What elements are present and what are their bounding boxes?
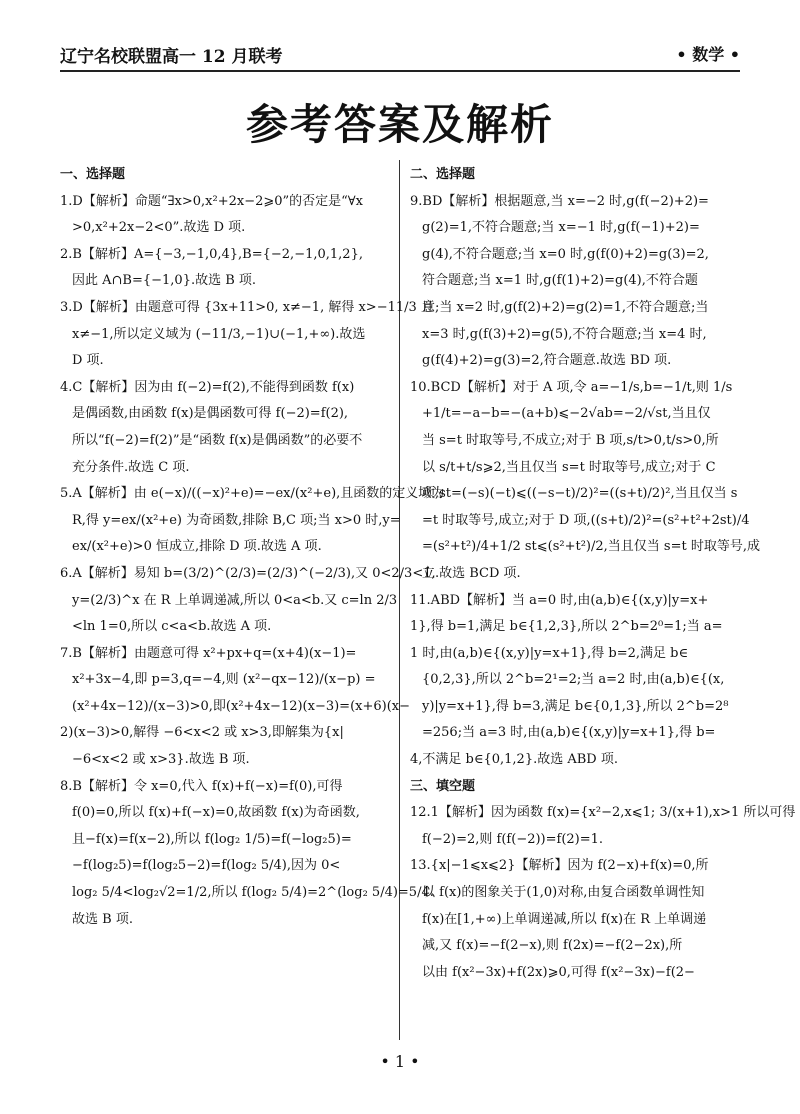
answer-line: 符合题意;当 x=1 时,g(f(1)+2)=g(4),不符合题 <box>422 273 698 289</box>
answer-line: g(f(4)+2)=g(3)=2,符合题意.故选 BD 项. <box>422 353 672 369</box>
answer-line: −6<x<2 或 x>3}.故选 B 项. <box>72 752 250 768</box>
answer-line: 9.BD【解析】根据题意,当 x=−2 时,g(f(−2)+2)= <box>410 193 709 209</box>
page-title: 参考答案及解析 <box>245 100 554 149</box>
answer-line: ex/(x²+e)>0 恒成立,排除 D 项.故选 A 项. <box>72 539 322 555</box>
answer-line: 8.B【解析】令 x=0,代入 f(x)+f(−x)=f(0),可得 <box>60 778 343 794</box>
answer-line: 10.BCD【解析】对于 A 项,令 a=−1/s,b=−1/t,则 1/s <box>410 379 733 395</box>
answer-line: 当 s=t 时取等号,不成立;对于 B 项,s/t>0,t/s>0,所 <box>422 432 719 448</box>
answer-line: (x²+4x−12)/(x−3)>0,即(x²+4x−12)(x−3)=(x+6)(x− <box>72 698 411 714</box>
answer-line: g(4),不符合题意;当 x=0 时,g(f(0)+2)=g(3)=2, <box>422 246 709 262</box>
answer-line: x=3 时,g(f(3)+2)=g(5),不符合题意;当 x=4 时, <box>422 326 707 342</box>
section-title-multi-choice: 二、选择题 <box>410 167 476 182</box>
answer-line: 因此 A∩B={−1,0}.故选 B 项. <box>72 273 257 289</box>
answer-line: x²+3x−4,即 p=3,q=−4,则 (x²−qx−12)/(x−p) = <box>72 672 376 688</box>
answer-line: 且−f(x)=f(x−2),所以 f(log₂ 1/5)=f(−log₂5)= <box>72 831 352 847</box>
answer-line: 6.A【解析】易知 b=(3/2)^(2/3)=(2/3)^(−2/3),又 0<2/3<1, <box>60 565 436 581</box>
answer-line: {0,2,3},所以 2^b=2¹=2;当 a=2 时,由(a,b)∈{(x, <box>422 672 725 688</box>
answer-line: y)|y=x+1},得 b=3,满足 b∈{0,1,3},所以 2^b=2⁸ <box>422 698 729 714</box>
answer-line: 故选 B 项. <box>72 911 133 927</box>
answer-line: 是偶函数,由函数 f(x)是偶函数可得 f(−2)=f(2), <box>72 406 349 422</box>
answer-line: D 项. <box>72 353 104 369</box>
answer-line: 1.D【解析】命题“∃x>0,x²+2x−2⩾0”的否定是“∀x <box>60 193 363 209</box>
answer-line: log₂ 5/4<log₂√2=1/2,所以 f(log₂ 5/4)=2^(log₂ 5/4)=5/4. <box>72 885 434 901</box>
answer-line: 7.B【解析】由题意可得 x²+px+q=(x+4)(x−1)= <box>60 645 357 661</box>
answer-line: 3.D【解析】由题意可得 {3x+11>0, x≠−1, 解得 x>−11/3 且 <box>60 299 434 315</box>
answer-line: R,得 y=ex/(x²+e) 为奇函数,排除 B,C 项;当 x>0 时,y= <box>72 512 401 528</box>
answer-line: =256;当 a=3 时,由(a,b)∈{(x,y)|y=x+1},得 b= <box>422 725 716 741</box>
answer-line: 意;当 x=2 时,g(f(2)+2)=g(2)=1,不符合题意;当 <box>422 299 709 315</box>
answer-line: y=(2/3)^x 在 R 上单调递减,所以 0<a<b.又 c=ln 2/3 <box>72 592 398 608</box>
answer-line: 所以“f(−2)=f(2)”是“函数 f(x)是偶函数”的必要不 <box>72 432 363 448</box>
answer-line: f(−2)=2,则 f(f(−2))=f(2)=1. <box>422 831 604 847</box>
answer-line: =t 时取等号,成立;对于 D 项,((s+t)/2)²=(s²+t²+2st)/4 <box>422 512 750 528</box>
answer-line: 减,又 f(x)=−f(2−x),则 f(2x)=−f(2−2x),所 <box>422 938 683 954</box>
answer-line: +1/t=−a−b=−(a+b)⩽−2√ab=−2/√st,当且仅 <box>422 406 711 422</box>
page-header <box>60 30 740 72</box>
answer-line: >0,x²+2x−2<0”.故选 D 项. <box>72 220 246 236</box>
section-title-fill-blank: 三、填空题 <box>410 778 476 794</box>
answer-line: 项,st=(−s)(−t)⩽((−s−t)/2)²=((s+t)/2)²,当且仅当 s <box>422 486 738 502</box>
right-column <box>410 162 796 986</box>
answer-line: 4,不满足 b∈{0,1,2}.故选 ABD 项. <box>410 752 618 768</box>
answer-line: 以由 f(x²−3x)+f(2x)⩾0,可得 f(x²−3x)−f(2− <box>422 964 695 980</box>
right-answers-multi <box>410 189 760 774</box>
answer-line: x≠−1,所以定义域为 (−11/3,−1)∪(−1,+∞).故选 <box>72 326 366 342</box>
answer-line: 充分条件.故选 C 项. <box>72 459 190 475</box>
answer-line: =(s²+t²)/4+1/2 st⩽(s²+t²)/2,当且仅当 s=t 时取等号,成 <box>422 539 760 555</box>
answer-line: g(2)=1,不符合题意;当 x=−1 时,g(f(−1)+2)= <box>422 220 700 236</box>
answer-line: 12.1【解析】因为函数 f(x)={x²−2,x⩽1; 3/(x+1),x>1 所以可得 <box>410 805 796 821</box>
column-divider <box>399 160 400 1040</box>
answer-line: 1},得 b=1,满足 b∈{1,2,3},所以 2^b=2⁰=1;当 a= <box>410 619 723 635</box>
answer-line: 1 时,由(a,b)∈{(x,y)|y=x+1},得 b=2,满足 b∈ <box>410 645 689 661</box>
answer-line: 2)(x−3)>0,解得 −6<x<2 或 x>3,即解集为{x| <box>60 725 344 741</box>
answer-line: 2.B【解析】A={−3,−1,0,4},B={−2,−1,0,1,2}, <box>60 246 363 262</box>
answer-line: 以 f(x)的图象关于(1,0)对称,由复合函数单调性知 <box>422 885 705 901</box>
right-answers-fill <box>410 800 796 986</box>
section-title-choice: 一、选择题 <box>60 167 126 182</box>
answer-line: f(x)在[1,+∞)上单调递减,所以 f(x)在 R 上单调递 <box>422 911 707 927</box>
exam-title: 辽宁名校联盟高一 12 月联考 <box>60 47 283 67</box>
answer-line: <ln 1=0,所以 c<a<b.故选 A 项. <box>72 619 272 635</box>
subject-label: • 数学 • <box>676 45 740 64</box>
answer-line: f(0)=0,所以 f(x)+f(−x)=0,故函数 f(x)为奇函数, <box>72 805 360 821</box>
answer-line: 以 s/t+t/s⩾2,当且仅当 s=t 时取等号,成立;对于 C <box>422 459 716 475</box>
page-number: • 1 • <box>380 1052 420 1071</box>
answer-line: 13.{x|−1⩽x⩽2}【解析】因为 f(2−x)+f(x)=0,所 <box>410 858 709 874</box>
answer-line: 4.C【解析】因为由 f(−2)=f(2),不能得到函数 f(x) <box>60 379 355 395</box>
answer-line: 立.故选 BCD 项. <box>422 565 521 581</box>
answer-line: 5.A【解析】由 e(−x)/((−x)²+e)=−ex/(x²+e),且函数的定义域为 <box>60 486 445 502</box>
answer-line: 11.ABD【解析】当 a=0 时,由(a,b)∈{(x,y)|y=x+ <box>410 592 709 608</box>
answer-line: −f(log₂5)=f(log₂5−2)=f(log₂ 5/4),因为 0< <box>72 858 341 874</box>
